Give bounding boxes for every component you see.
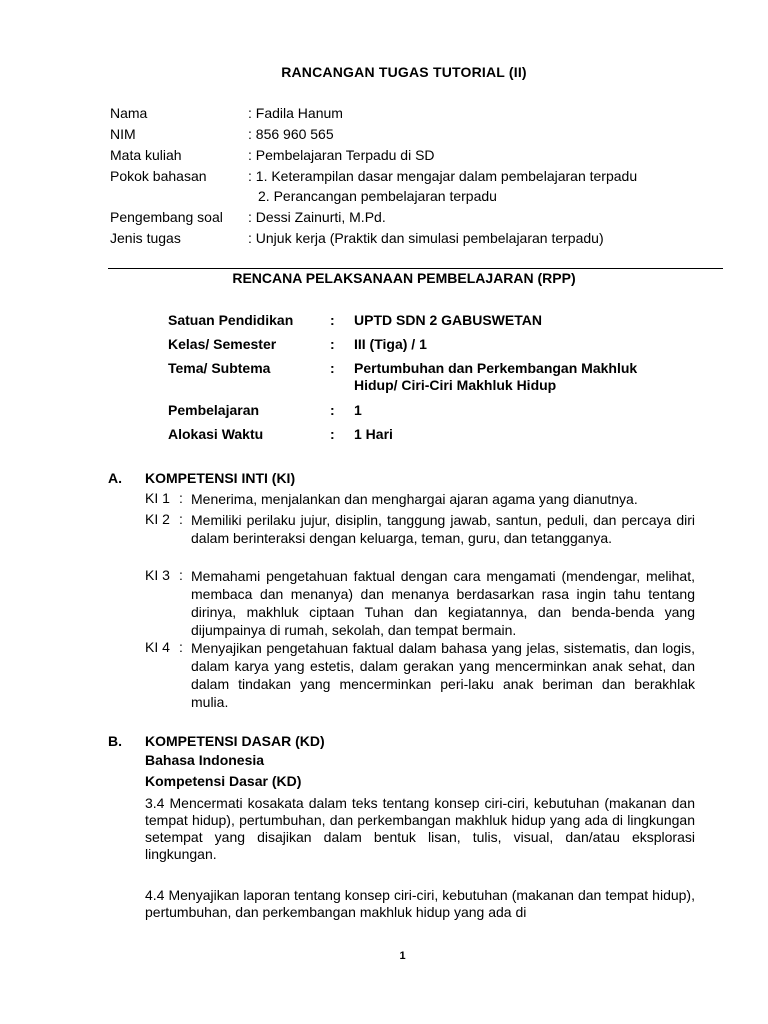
identity-value-line2: Hidup/ Ciri-Ciri Makhluk Hidup [354, 377, 557, 393]
section-b-title: KOMPETENSI DASAR (KD) [145, 733, 325, 749]
info-value: 2. Perancangan pembelajaran terpadu [258, 188, 497, 204]
identity-label: Pembelajaran [168, 402, 260, 418]
ki-code: KI 3 [145, 567, 170, 583]
identity-label: Tema/ Subtema [168, 360, 271, 376]
identity-colon: : [330, 360, 335, 376]
identity-colon: : [330, 426, 335, 442]
ki-code: KI 2 [145, 511, 170, 527]
identity-value: 1 Hari [354, 426, 393, 442]
section-a-letter: A. [108, 470, 122, 486]
info-label: Mata kuliah [110, 147, 182, 163]
ki-colon: : [179, 511, 183, 527]
ki-text: Memiliki perilaku jujur, disiplin, tanggung jawab, santun, peduli, dan percaya diri dalam berinteraksi dengan keluarga, teman, guru, dan tetangganya. [191, 512, 695, 546]
ki-code: KI 4 [145, 639, 170, 655]
identity-colon: : [330, 336, 335, 352]
ki-colon: : [179, 490, 183, 506]
identity-value: 1 [354, 402, 362, 418]
page-number: 1 [399, 950, 406, 962]
rpp-title: RENCANA PELAKSANAAN PEMBELAJARAN (RPP) [232, 270, 576, 286]
info-label: Jenis tugas [110, 230, 181, 246]
info-value: : 856 960 565 [248, 126, 334, 142]
identity-value: UPTD SDN 2 GABUSWETAN [354, 312, 542, 328]
section-b-letter: B. [108, 733, 122, 749]
info-label: NIM [110, 126, 136, 142]
identity-value: III (Tiga) / 1 [354, 336, 427, 352]
ki-text: Memahami pengetahuan faktual dengan cara mengamati (mendengar, melihat, membaca dan menanya) dan menanya berdasarkan rasa ingin tahu tentang dirinya, makhluk ciptaan Tuhan dan kegiatannya, dan benda-benda yang dijumpainya di rumah, sekolah, dan tempat bermain. [191, 568, 695, 638]
kd-4-4-paragraph: 4.4 Menyajikan laporan tentang konsep ciri-ciri, kebutuhan (makanan dan tempat hidup), pertumbuhan, dan perkembangan makhluk hidup yang ada di [145, 887, 695, 920]
identity-label: Satuan Pendidikan [168, 312, 294, 328]
kd-3-4-paragraph: 3.4 Mencermati kosakata dalam teks tentang konsep ciri-ciri, kebutuhan (makanan dan tempat hidup), pertumbuhan, dan perkembangan makhluk hidup yang ada di lingkungan setempat yang disajikan dalam bentuk lisan, tulis, visual, dan/atau eksplorasi lingkungan. [145, 795, 695, 862]
horizontal-divider [108, 268, 723, 269]
identity-label: Alokasi Waktu [168, 426, 264, 442]
info-label: Pengembang soal [110, 209, 223, 225]
identity-colon: : [330, 402, 335, 418]
ki-text: Menerima, menjalankan dan menghargai ajaran agama yang dianutnya. [191, 491, 638, 507]
info-label: Pokok bahasan [110, 168, 207, 184]
kd-heading: Kompetensi Dasar (KD) [145, 773, 302, 789]
info-value: : Fadila Hanum [248, 105, 343, 121]
subject-heading: Bahasa Indonesia [145, 752, 265, 768]
info-label: Nama [110, 105, 148, 121]
identity-colon: : [330, 312, 335, 328]
section-a-title: KOMPETENSI INTI (KI) [145, 470, 296, 486]
ki-code: KI 1 [145, 490, 170, 506]
info-value: : Unjuk kerja (Praktik dan simulasi pembelajaran terpadu) [248, 230, 604, 246]
info-value: : Pembelajaran Terpadu di SD [248, 147, 435, 163]
ki-colon: : [179, 567, 183, 583]
identity-value-line1: Pertumbuhan dan Perkembangan Makhluk [354, 360, 638, 376]
info-value: : Dessi Zainurti, M.Pd. [248, 209, 386, 225]
ki-text: Menyajikan pengetahuan faktual dalam bahasa yang jelas, sistematis, dan logis, dalam karya yang estetis, dalam gerakan yang mencerminkan anak sehat, dan dalam tindakan yang mencerminkan peri-laku anak beriman dan berakhlak mulia. [191, 640, 695, 710]
document-title: RANCANGAN TUGAS TUTORIAL (II) [281, 64, 527, 80]
identity-label: Kelas/ Semester [168, 336, 277, 352]
info-value: : 1. Keterampilan dasar mengajar dalam pembelajaran terpadu [248, 168, 638, 184]
ki-colon: : [179, 639, 183, 655]
